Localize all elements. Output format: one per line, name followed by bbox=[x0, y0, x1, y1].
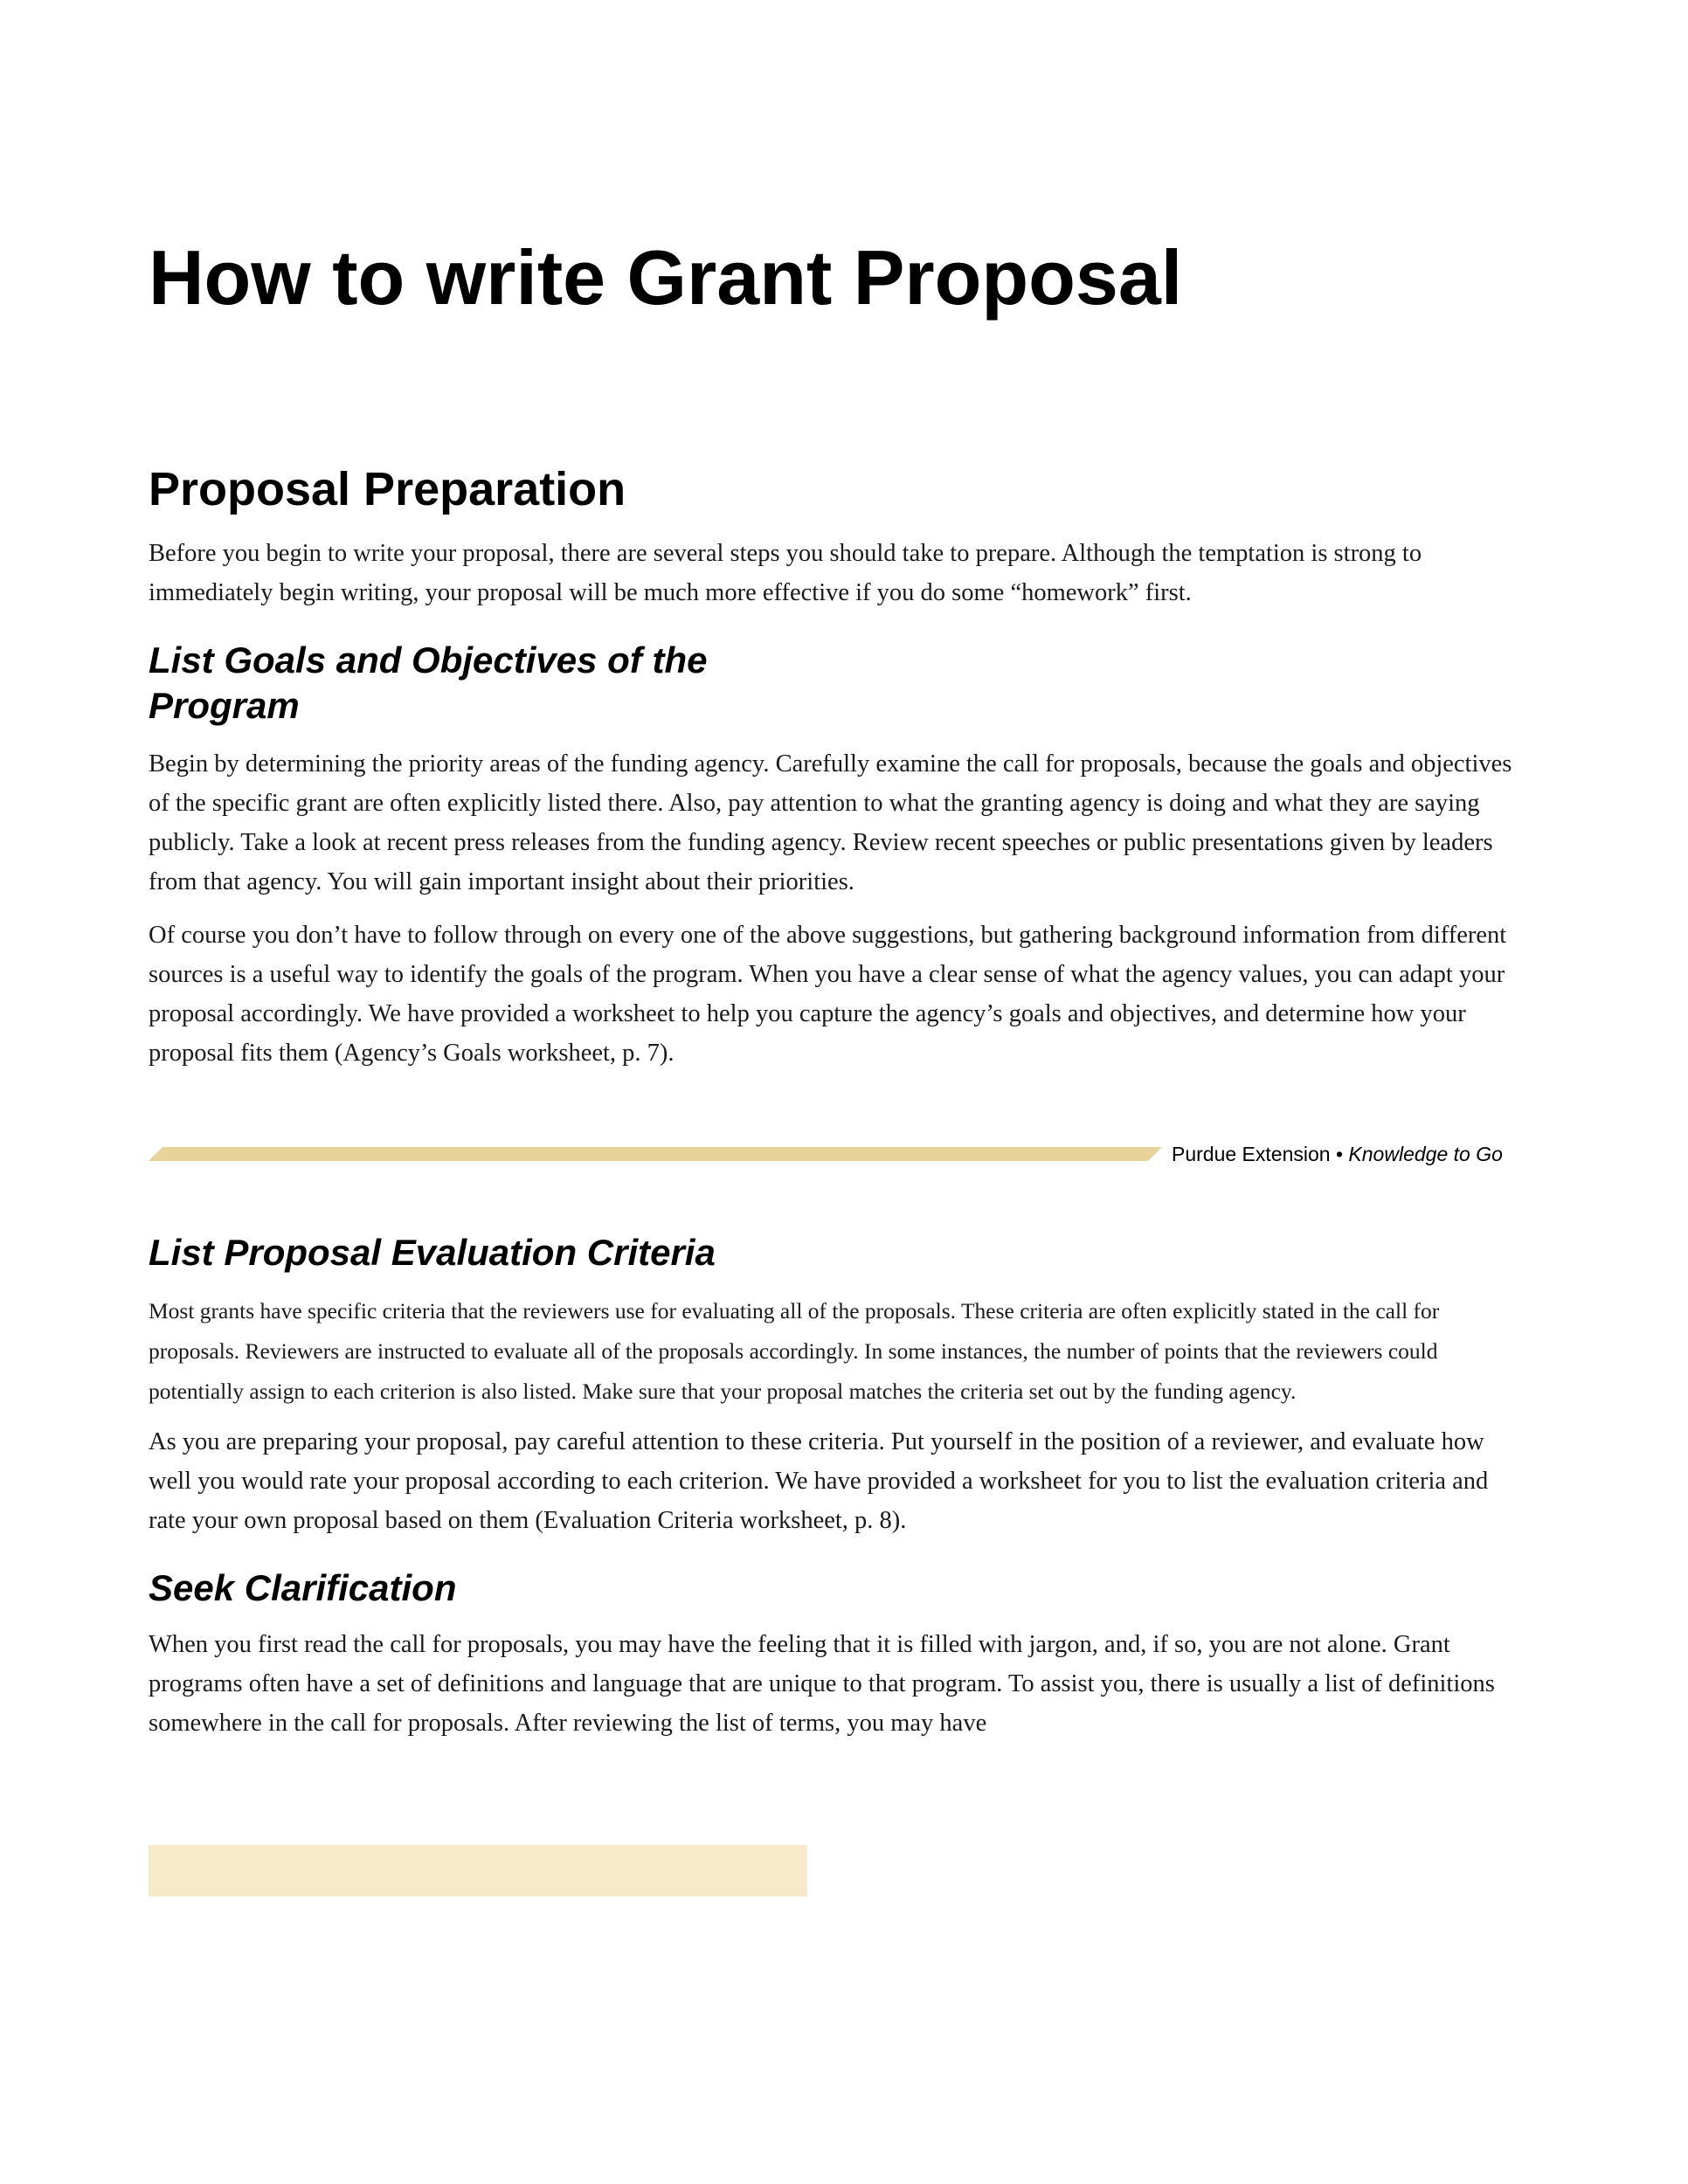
footer-separator: • bbox=[1330, 1143, 1349, 1165]
footer-tagline: Knowledge to Go bbox=[1348, 1143, 1503, 1165]
heading-seek-clarification: Seek Clarification bbox=[149, 1567, 457, 1608]
page-title: How to write Grant Proposal bbox=[149, 234, 1183, 321]
paragraph-preparation: Before you begin to write your proposal, there are several steps you should take to prepare. Although the temptation is strong to immediately begin writing, your proposal will be much more effective if you do some “homework” first. bbox=[149, 540, 1422, 606]
paragraph-goals-2: Of course you don’t have to follow through on every one of the above suggestions, but gathering background information from different sources is a useful way to identify the goals of the program. When you have a clear sense of what the agency values, you can adapt your proposal accordingly. We have provided a worksheet to help you capture the agency’s goals and objectives, and determine how your proposal fits them (Agency’s Goals worksheet, p. 7). bbox=[149, 922, 1507, 1067]
heading-list-goals bbox=[149, 638, 707, 729]
heading-list-goals-line1: List Goals and Objectives of the bbox=[149, 639, 708, 681]
paragraph-goals-1: Begin by determining the priority areas of the funding agency. Carefully examine the call for proposals, because the goals and objectives of the specific grant are often explicitly listed there. Also, pay attention to what the granting agency is doing and what they are saying publicly. Take a look at recent press releases from the funding agency. Review recent speeches or public presentations given by leaders from that agency. You will gain important insight about their priorities. bbox=[149, 750, 1512, 895]
decorative-block bbox=[149, 1845, 807, 1897]
heading-list-goals-line2: Program bbox=[149, 685, 300, 726]
paragraph-evaluation-2: As you are preparing your proposal, pay careful attention to these criteria. Put yourself in the position of a reviewer, and evaluate how well you would rate your proposal according to each criterion. We have provided a worksheet for you to list the evaluation criteria and rate your own proposal based on them (Evaluation Criteria worksheet, p. 8). bbox=[149, 1428, 1489, 1534]
footer-rule bbox=[149, 1147, 1162, 1161]
heading-evaluation-criteria: List Proposal Evaluation Criteria bbox=[149, 1232, 716, 1273]
footer-org: Purdue Extension bbox=[1172, 1143, 1331, 1165]
heading-proposal-preparation: Proposal Preparation bbox=[149, 463, 626, 515]
paragraph-evaluation-1: Most grants have specific criteria that the reviewers use for evaluating all of the proposals. These criteria are often explicitly stated in the call for proposals. Reviewers are instructed to evaluate all of the proposals accordingly. In some instances, the number of points that the reviewers could potentially assign to each criterion is also listed. Make sure that your proposal matches the criteria set out by the funding agency. bbox=[149, 1298, 1440, 1404]
footer-branding bbox=[1172, 1141, 1503, 1167]
paragraph-clarification: When you first read the call for proposals, you may have the feeling that it is filled with jargon, and, if so, you are not alone. Grant programs often have a set of definitions and language that are unique to that program. To assist you, there is usually a list of definitions somewhere in the call for proposals. After reviewing the list of terms, you may have bbox=[149, 1631, 1495, 1737]
